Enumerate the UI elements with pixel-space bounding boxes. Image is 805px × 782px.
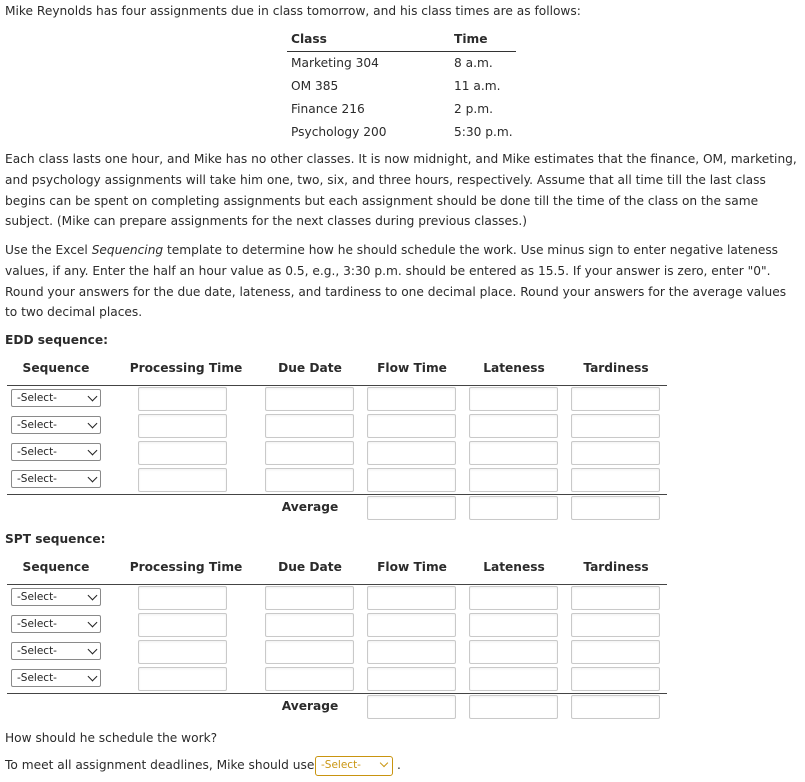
edd-average-tardiness-input[interactable] <box>571 496 660 520</box>
spt-due-date-input[interactable] <box>265 613 354 637</box>
edd-col-lateness: Lateness <box>483 361 545 375</box>
edd-lateness-input[interactable] <box>469 414 558 438</box>
spt-lateness-input[interactable] <box>469 586 558 610</box>
time-cell: 2 p.m. <box>454 102 493 116</box>
spt-average-tardiness-input[interactable] <box>571 695 660 719</box>
edd-col-due-date: Due Date <box>278 361 342 375</box>
chevron-down-icon <box>380 759 388 767</box>
instructions-paragraph: Use the Excel Sequencing template to determine how he should schedule the work. Use minus sign to enter negative lateness values, if any. Enter the half an hour value as 0.5, e.g., 3:30 p.m. should be entered as 15.5. If your answer is zero, enter "0". Round your answers for the due date, lateness, and tardiness to one decimal place. Round your answers for the average values to two decimal places. <box>5 243 787 320</box>
class-cell: Finance 216 <box>291 102 365 116</box>
edd-processing-time-input[interactable] <box>138 441 227 465</box>
edd-sequence-select[interactable]: -Select- <box>11 443 101 461</box>
spt-flow-time-input[interactable] <box>367 667 456 691</box>
problem-paragraph: Each class lasts one hour, and Mike has no other classes. It is now midnight, and Mike estimates that the finance, OM, marketing, and psychology assignments will take him one, two, six, and three hours, respectively. Assume that all time till the last class begins can be spent on completing assignments but each assignment should be done till the time of the class on the same subject. (Mike can prepare assignments for the next classes during previous classes.) <box>5 152 797 229</box>
edd-tardiness-input[interactable] <box>571 468 660 492</box>
time-cell: 11 a.m. <box>454 79 501 93</box>
edd-lateness-input[interactable] <box>469 468 558 492</box>
spt-lateness-input[interactable] <box>469 667 558 691</box>
spt-col-sequence: Sequence <box>22 560 90 574</box>
spt-title: SPT sequence: <box>5 532 106 546</box>
edd-tardiness-input[interactable] <box>571 387 660 411</box>
edd-title: EDD sequence: <box>5 333 109 347</box>
edd-col-processing-time: Processing Time <box>129 361 243 375</box>
schedule-rule-select[interactable]: -Select- <box>315 756 393 776</box>
spt-average-label: Average <box>281 699 339 713</box>
spt-col-processing-time: Processing Time <box>129 560 243 574</box>
edd-flow-time-input[interactable] <box>367 414 456 438</box>
edd-flow-time-input[interactable] <box>367 468 456 492</box>
edd-flow-time-input[interactable] <box>367 387 456 411</box>
spt-col-due-date: Due Date <box>278 560 342 574</box>
chevron-down-icon <box>88 419 98 429</box>
edd-flow-time-input[interactable] <box>367 441 456 465</box>
edd-due-date-input[interactable] <box>265 387 354 411</box>
spt-processing-time-input[interactable] <box>138 640 227 664</box>
edd-col-sequence: Sequence <box>22 361 90 375</box>
edd-sequence-select[interactable]: -Select- <box>11 416 101 434</box>
spt-sequence-select[interactable]: -Select- <box>11 615 101 633</box>
spt-col-tardiness: Tardiness <box>583 560 649 574</box>
chevron-down-icon <box>88 645 98 655</box>
spt-header-rule <box>7 584 667 585</box>
chevron-down-icon <box>88 672 98 682</box>
spt-sequence-select[interactable]: -Select- <box>11 642 101 660</box>
edd-due-date-input[interactable] <box>265 441 354 465</box>
spt-sequence-select[interactable]: -Select- <box>11 588 101 606</box>
question-text: How should he schedule the work? <box>5 731 218 745</box>
edd-average-flow-time-input[interactable] <box>367 496 456 520</box>
edd-col-tardiness: Tardiness <box>583 361 649 375</box>
spt-due-date-input[interactable] <box>265 640 354 664</box>
chevron-down-icon <box>88 473 98 483</box>
answer-prefix: To meet all assignment deadlines, Mike should use <box>5 758 315 772</box>
class-table-rule <box>287 51 516 52</box>
time-cell: 5:30 p.m. <box>454 125 513 139</box>
chevron-down-icon <box>88 446 98 456</box>
spt-due-date-input[interactable] <box>265 667 354 691</box>
edd-tardiness-input[interactable] <box>571 414 660 438</box>
spt-col-flow-time: Flow Time <box>377 560 447 574</box>
class-cell: OM 385 <box>291 79 339 93</box>
edd-due-date-input[interactable] <box>265 414 354 438</box>
spt-col-lateness: Lateness <box>483 560 545 574</box>
spt-lateness-input[interactable] <box>469 640 558 664</box>
spt-average-flow-time-input[interactable] <box>367 695 456 719</box>
spt-footer-rule <box>7 693 667 694</box>
edd-sequence-select[interactable]: -Select- <box>11 470 101 488</box>
edd-header-rule <box>7 385 667 386</box>
chevron-down-icon <box>88 591 98 601</box>
spt-processing-time-input[interactable] <box>138 586 227 610</box>
edd-processing-time-input[interactable] <box>138 387 227 411</box>
spt-lateness-input[interactable] <box>469 613 558 637</box>
spt-processing-time-input[interactable] <box>138 613 227 637</box>
edd-footer-rule <box>7 494 667 495</box>
sequencing-emphasis: Sequencing <box>91 243 164 257</box>
edd-col-flow-time: Flow Time <box>377 361 447 375</box>
edd-due-date-input[interactable] <box>265 468 354 492</box>
time-cell: 8 a.m. <box>454 56 493 70</box>
spt-sequence-select[interactable]: -Select- <box>11 669 101 687</box>
spt-tardiness-input[interactable] <box>571 640 660 664</box>
time-header: Time <box>454 32 488 46</box>
spt-tardiness-input[interactable] <box>571 586 660 610</box>
spt-processing-time-input[interactable] <box>138 667 227 691</box>
edd-lateness-input[interactable] <box>469 387 558 411</box>
chevron-down-icon <box>88 392 98 402</box>
class-cell: Marketing 304 <box>291 56 379 70</box>
class-header: Class <box>291 32 327 46</box>
edd-tardiness-input[interactable] <box>571 441 660 465</box>
chevron-down-icon <box>88 618 98 628</box>
edd-processing-time-input[interactable] <box>138 414 227 438</box>
spt-average-lateness-input[interactable] <box>469 695 558 719</box>
edd-processing-time-input[interactable] <box>138 468 227 492</box>
edd-lateness-input[interactable] <box>469 441 558 465</box>
edd-sequence-select[interactable]: -Select- <box>11 389 101 407</box>
spt-flow-time-input[interactable] <box>367 586 456 610</box>
spt-due-date-input[interactable] <box>265 586 354 610</box>
intro-text: Mike Reynolds has four assignments due in class tomorrow, and his class times are as follows: <box>5 4 581 18</box>
edd-average-label: Average <box>281 500 339 514</box>
edd-average-lateness-input[interactable] <box>469 496 558 520</box>
spt-tardiness-input[interactable] <box>571 667 660 691</box>
answer-suffix: . <box>397 758 401 772</box>
spt-flow-time-input[interactable] <box>367 640 456 664</box>
spt-flow-time-input[interactable] <box>367 613 456 637</box>
class-cell: Psychology 200 <box>291 125 387 139</box>
spt-tardiness-input[interactable] <box>571 613 660 637</box>
